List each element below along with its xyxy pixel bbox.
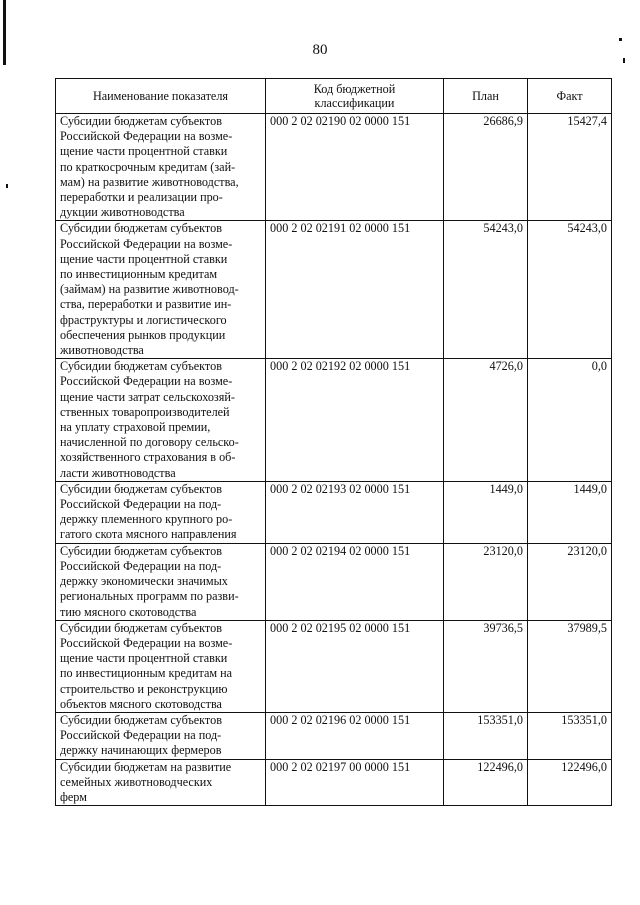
indicator-name-line: Российской Федерации на возме- (60, 635, 233, 650)
indicator-name-line: держку экономически значимых (60, 574, 228, 589)
indicator-name-line: животноводства (60, 343, 144, 358)
indicator-name-line: ства, переработки и развитие ин- (60, 297, 232, 312)
table-header-row (56, 79, 612, 114)
indicator-name-cell (56, 221, 266, 359)
indicator-name-line: щение части процентной ставки (60, 144, 228, 159)
plan-value-cell: 153351,0 (444, 712, 528, 759)
table-row (56, 114, 612, 221)
table-row (56, 543, 612, 620)
indicator-name-line: начисленной по договору сельско- (60, 435, 239, 450)
table-row (56, 221, 612, 359)
indicator-name-line: Российской Федерации на возме- (60, 374, 233, 389)
budget-code-cell: 000 2 02 02195 02 0000 151 (266, 620, 444, 712)
indicator-name-cell (56, 114, 266, 221)
indicator-name-line: держку племенного крупного ро- (60, 512, 233, 527)
budget-code-cell: 000 2 02 02190 02 0000 151 (266, 114, 444, 221)
indicator-name-cell (56, 620, 266, 712)
indicator-name-line: ферм (60, 789, 87, 804)
budget-table (55, 78, 612, 806)
table-row (56, 359, 612, 482)
indicator-name-line: щение части затрат сельскохозяй- (60, 389, 235, 404)
indicator-name-line: щение части процентной ставки (60, 651, 228, 666)
indicator-name-line: на уплату страховой премии, (60, 420, 211, 435)
budget-code-cell: 000 2 02 02193 02 0000 151 (266, 481, 444, 543)
plan-value-cell: 122496,0 (444, 759, 528, 806)
indicator-name-line: переработки и реализации про- (60, 190, 223, 205)
plan-value-cell: 26686,9 (444, 114, 528, 221)
indicator-name-line: региональных программ по разви- (60, 589, 239, 604)
fact-value-cell: 54243,0 (528, 221, 612, 359)
plan-value-cell: 39736,5 (444, 620, 528, 712)
indicator-name-line: по инвестиционным кредитам (60, 267, 218, 282)
header-name: Наименование показателя (56, 79, 266, 114)
header-plan: План (444, 79, 528, 114)
indicator-name-cell (56, 481, 266, 543)
indicator-name-line: Субсидии бюджетам субъектов (60, 481, 222, 496)
table-row (56, 759, 612, 806)
plan-value-cell: 54243,0 (444, 221, 528, 359)
fact-value-cell: 153351,0 (528, 712, 612, 759)
fact-value-cell: 37989,5 (528, 620, 612, 712)
fact-value-cell: 15427,4 (528, 114, 612, 221)
indicator-name-cell (56, 759, 266, 806)
indicator-name-line: Субсидии бюджетам субъектов (60, 359, 222, 374)
table-row (56, 712, 612, 759)
header-fact: Факт (528, 79, 612, 114)
indicator-name-line: хозяйственного страхования в об- (60, 450, 236, 465)
indicator-name-line: фраструктуры и логистического (60, 312, 227, 327)
page-number: 80 (312, 42, 328, 58)
indicator-name-line: тию мясного скотоводства (60, 604, 197, 619)
indicator-name-line: обеспечения рынков продукции (60, 327, 226, 342)
plan-value-cell: 1449,0 (444, 481, 528, 543)
budget-code-cell: 000 2 02 02194 02 0000 151 (266, 543, 444, 620)
indicator-name-line: Субсидии бюджетам субъектов (60, 114, 222, 128)
indicator-name-cell (56, 543, 266, 620)
indicator-name-line: строительство и реконструкцию (60, 681, 228, 696)
left-margin-tick (6, 184, 8, 188)
indicator-name-line: Российской Федерации на возме- (60, 236, 233, 251)
indicator-name-line: Российской Федерации на под- (60, 728, 222, 743)
right-margin-dot (619, 38, 622, 41)
indicator-name-line: ласти животноводства (60, 465, 176, 480)
budget-code-cell: 000 2 02 02197 00 0000 151 (266, 759, 444, 806)
indicator-name-line: держку начинающих фермеров (60, 743, 222, 758)
indicator-name-line: Российской Федерации на под- (60, 558, 222, 573)
indicator-name-line: Субсидии бюджетам на развитие (60, 759, 232, 774)
indicator-name-cell (56, 712, 266, 759)
indicator-name-line: мам) на развитие животноводства, (60, 174, 239, 189)
budget-code-cell: 000 2 02 02191 02 0000 151 (266, 221, 444, 359)
indicator-name-line: Субсидии бюджетам субъектов (60, 543, 222, 558)
plan-value-cell: 23120,0 (444, 543, 528, 620)
indicator-name-line: по краткосрочным кредитам (зай- (60, 159, 236, 174)
indicator-name-line: Субсидии бюджетам субъектов (60, 221, 222, 236)
fact-value-cell: 0,0 (528, 359, 612, 482)
indicator-name-line: Субсидии бюджетам субъектов (60, 712, 222, 727)
header-code-line2: классификации (314, 96, 395, 110)
plan-value-cell: 4726,0 (444, 359, 528, 482)
indicator-name-line: по инвестиционным кредитам на (60, 666, 233, 681)
indicator-name-line: Субсидии бюджетам субъектов (60, 620, 222, 635)
indicator-name-line: семейных животноводческих (60, 774, 213, 789)
indicator-name-line: (займам) на развитие животновод- (60, 282, 239, 297)
indicator-name-line: гатого скота мясного направления (60, 527, 237, 542)
header-code (266, 79, 444, 114)
table-row (56, 620, 612, 712)
fact-value-cell: 122496,0 (528, 759, 612, 806)
indicator-name-cell (56, 359, 266, 482)
fact-value-cell: 1449,0 (528, 481, 612, 543)
indicator-name-line: объектов мясного скотоводства (60, 696, 222, 711)
indicator-name-line: ственных товаропроизводителей (60, 404, 230, 419)
table-body (56, 114, 612, 806)
budget-code-cell: 000 2 02 02196 02 0000 151 (266, 712, 444, 759)
indicator-name-line: Российской Федерации на под- (60, 497, 222, 512)
indicator-name-line: дукции животноводства (60, 205, 185, 220)
indicator-name-line: Российской Федерации на возме- (60, 129, 233, 144)
indicator-name-line: щение части процентной ставки (60, 251, 228, 266)
header-code-line1: Код бюджетной (313, 82, 396, 96)
budget-code-cell: 000 2 02 02192 02 0000 151 (266, 359, 444, 482)
fact-value-cell: 23120,0 (528, 543, 612, 620)
table-row (56, 481, 612, 543)
